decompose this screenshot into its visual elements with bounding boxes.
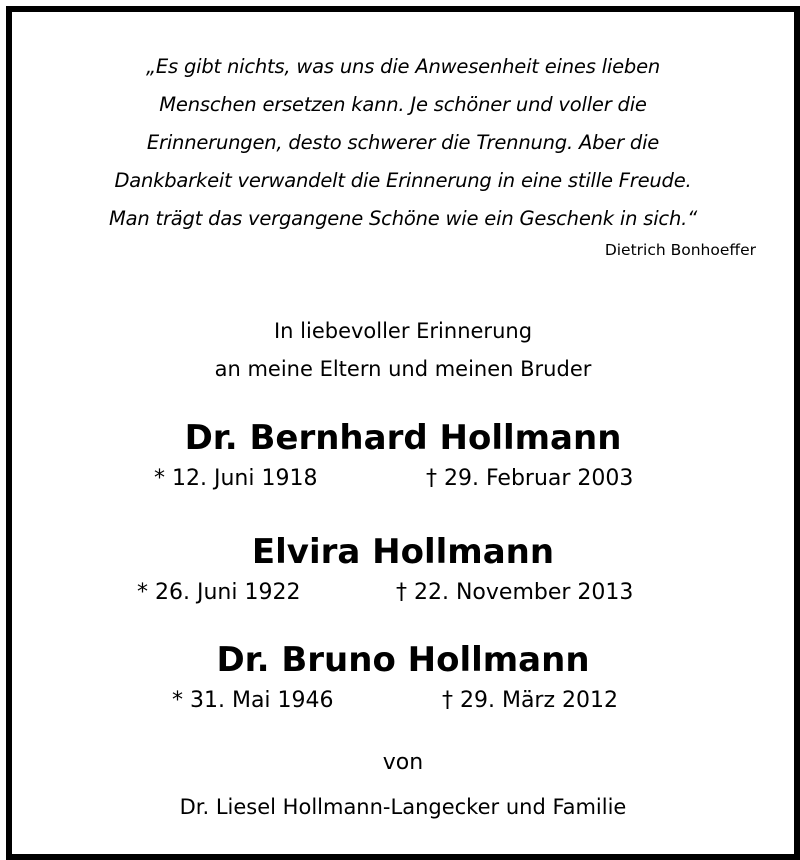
quote-author: Dietrich Bonhoeffer xyxy=(604,241,756,259)
obituary-notice xyxy=(6,6,800,860)
person-dates-elvira xyxy=(12,576,794,610)
intro-block xyxy=(12,312,794,388)
death-date: † 29. Februar 2003 xyxy=(426,466,634,491)
birth-date: * 26. Juni 1922 xyxy=(137,580,301,605)
quote-line: Man trägt das vergangene Schöne wie ein Geschenk in sich.“ xyxy=(108,207,698,230)
quote-line: Menschen ersetzen kann. Je schöner und voller die xyxy=(159,93,647,116)
death-date: † 29. März 2012 xyxy=(442,688,619,713)
birth-date: * 12. Juni 1918 xyxy=(154,466,318,491)
death-date: † 22. November 2013 xyxy=(396,580,634,605)
quote-block xyxy=(12,48,794,238)
person-dates-bernhard xyxy=(12,462,794,496)
person-name-bruno: Dr. Bruno Hollmann xyxy=(216,640,590,680)
quote-line: Dankbarkeit verwandelt die Erinnerung in eine stille Freude. xyxy=(114,169,692,192)
intro-line-2: an meine Eltern und meinen Bruder xyxy=(214,357,592,381)
intro-line-1: In liebevoller Erinnerung xyxy=(273,319,533,343)
person-name-elvira: Elvira Hollmann xyxy=(251,532,555,572)
quote-line: „Es gibt nichts, was uns die Anwesenheit eines lieben xyxy=(145,55,661,78)
from-label: von xyxy=(382,750,424,775)
family-signature: Dr. Liesel Hollmann-Langecker und Familie xyxy=(179,795,627,819)
birth-date: * 31. Mai 1946 xyxy=(172,688,334,713)
quote-line: Erinnerungen, desto schwerer die Trennung. Aber die xyxy=(146,131,660,154)
person-dates-bruno xyxy=(12,684,794,718)
person-name-bernhard: Dr. Bernhard Hollmann xyxy=(184,418,622,458)
